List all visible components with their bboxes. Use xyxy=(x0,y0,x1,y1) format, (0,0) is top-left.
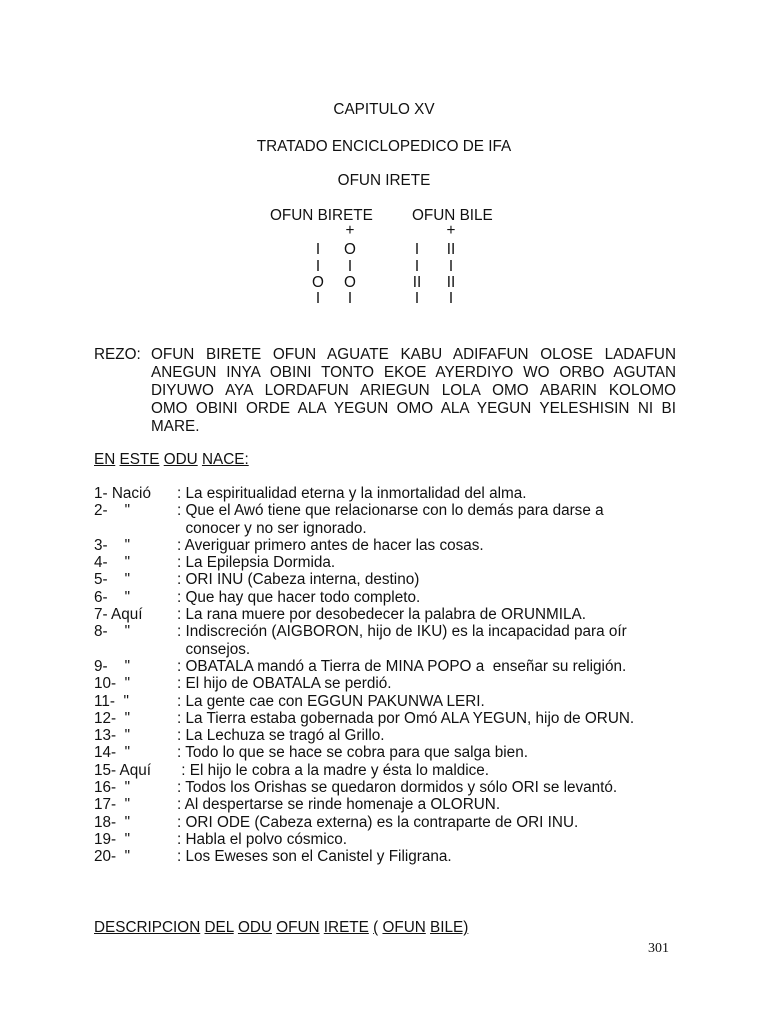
list-item xyxy=(94,779,694,796)
item-number: 13- " xyxy=(94,727,131,745)
sign-mark: I xyxy=(448,290,454,308)
item-text: : La gente cae con EGGUN PAKUNWA LERI. xyxy=(177,692,485,710)
list-item xyxy=(94,502,694,537)
item-number: 19- " xyxy=(94,830,131,848)
item-number: 10- " xyxy=(94,675,131,693)
rezo-line: MARE. xyxy=(151,418,200,435)
item-number: 11- " xyxy=(94,692,129,710)
sign-name-right: OFUN BILE xyxy=(412,207,493,224)
list-item xyxy=(94,485,694,502)
sign-mark: I xyxy=(347,290,353,308)
chapter-title: CAPITULO XV xyxy=(333,101,435,118)
description-word: OFUN xyxy=(276,919,320,936)
item-text: : Los Eweses son el Canistel y Filigrana. xyxy=(177,848,452,866)
item-text: : Que el Awó tiene que relacionarse con lo demás para darse a xyxy=(177,502,604,520)
births-list xyxy=(94,485,694,866)
sign-mark: I xyxy=(315,257,321,275)
rezo-line: DIYUWO AYA LORDAFUN ARIEGUN LOLA OMO ABARIN KOLOMO xyxy=(151,382,676,399)
list-item xyxy=(94,727,694,744)
description-heading xyxy=(94,919,468,937)
item-number: 1- Nació xyxy=(94,485,151,502)
sign-mark: I xyxy=(414,241,420,259)
list-item xyxy=(94,675,694,692)
odu-signs xyxy=(0,207,768,337)
sign-mark: O xyxy=(344,273,356,291)
description-word: ODU xyxy=(237,919,272,936)
item-number: 2- " xyxy=(94,502,131,520)
sign-mark: II xyxy=(412,273,422,291)
item-text: : Habla el polvo cósmico. xyxy=(177,830,348,848)
item-number: 14- " xyxy=(94,744,131,762)
description-word: DESCRIPCION xyxy=(94,919,201,936)
rezo-line: ANEGUN INYA OBINI TONTO EKOE AYERDIYO WO ORBO AGUTAN xyxy=(151,364,676,381)
rezo-block xyxy=(94,346,676,436)
description-word: ( xyxy=(373,919,379,936)
rezo-label: REZO: xyxy=(94,346,141,363)
sign-mark: O xyxy=(344,241,356,259)
item-text: : Que hay que hacer todo completo. xyxy=(177,588,421,606)
list-item xyxy=(94,796,694,813)
item-text: : Todo lo que se hace se cobra para que salga bien. xyxy=(177,744,528,762)
description-word: OFUN xyxy=(382,919,426,936)
item-text: : La Lechuza se tragó al Grillo. xyxy=(177,727,385,745)
list-item xyxy=(94,571,694,588)
sign-mark: II xyxy=(446,241,456,259)
section-heading xyxy=(94,451,249,469)
description-word: IRETE xyxy=(323,919,369,936)
sign-mark: I xyxy=(414,257,420,275)
item-number: 20- " xyxy=(94,848,131,866)
sign-mark: + xyxy=(345,222,355,239)
item-number: 3- " xyxy=(94,536,131,554)
item-text: : Indiscreción (AIGBORON, hijo de IKU) es la incapacidad para oír xyxy=(177,623,627,641)
item-number: 8- " xyxy=(94,623,131,641)
sign-mark: + xyxy=(446,222,456,239)
list-item xyxy=(94,658,694,675)
sign-mark: I xyxy=(448,257,454,275)
list-item xyxy=(94,744,694,761)
page-number: 301 xyxy=(648,941,669,956)
item-text: : La Epilepsia Dormida. xyxy=(177,554,336,572)
sign-name-left: OFUN BIRETE xyxy=(270,207,373,224)
rezo-line: OMO OBINI ORDE ALA YEGUN OMO ALA YEGUN YELESHISIN NI BI xyxy=(151,400,676,417)
heading-word: NACE: xyxy=(201,451,249,468)
item-text: : La rana muere por desobedecer la palabra de ORUNMILA. xyxy=(177,606,586,624)
list-item xyxy=(94,831,694,848)
item-number: 16- " xyxy=(94,779,131,797)
list-item xyxy=(94,693,694,710)
sign-mark: O xyxy=(312,273,324,291)
list-item xyxy=(94,589,694,606)
item-number: 18- " xyxy=(94,813,131,831)
item-number: 5- " xyxy=(94,571,131,589)
odu-title: OFUN IRETE xyxy=(337,172,431,189)
list-item xyxy=(94,710,694,727)
item-text: : ORI INU (Cabeza interna, destino) xyxy=(177,571,420,589)
sign-mark: I xyxy=(315,241,321,259)
item-number: 7- Aquí xyxy=(94,606,143,624)
item-number: 17- " xyxy=(94,796,131,814)
heading-word: EN xyxy=(94,451,116,468)
item-number: 12- " xyxy=(94,709,131,727)
treatise-title: TRATADO ENCICLOPEDICO DE IFA xyxy=(256,138,512,155)
list-item xyxy=(94,537,694,554)
item-text: : La espiritualidad eterna y la inmortalidad del alma. xyxy=(177,485,527,502)
item-text: : ORI ODE (Cabeza externa) es la contraparte de ORI INU. xyxy=(177,813,579,831)
heading-word: ODU xyxy=(163,451,198,468)
item-number: 15- Aquí xyxy=(94,761,151,779)
item-text: : OBATALA mandó a Tierra de MINA POPO a enseñar su religión. xyxy=(177,657,627,675)
sign-mark: I xyxy=(347,257,353,275)
list-item xyxy=(94,848,694,865)
item-number: 4- " xyxy=(94,554,131,572)
heading-word: ESTE xyxy=(119,451,160,468)
item-text: : Al despertarse se rinde homenaje a OLORUN. xyxy=(177,796,501,814)
list-item xyxy=(94,606,694,623)
item-text: : Averiguar primero antes de hacer las cosas. xyxy=(177,536,484,554)
description-word: DEL xyxy=(204,919,234,936)
sign-mark: I xyxy=(315,290,321,308)
item-text: : El hijo le cobra a la madre y ésta lo maldice. xyxy=(177,761,490,779)
item-text: : Todos los Orishas se quedaron dormidos y sólo ORI se levantó. xyxy=(177,779,618,797)
list-item xyxy=(94,762,694,779)
item-text: : El hijo de OBATALA se perdió. xyxy=(177,675,392,693)
list-item xyxy=(94,623,694,658)
item-text: conocer y no ser ignorado. xyxy=(177,519,367,537)
item-text: consejos. xyxy=(177,640,251,658)
list-item xyxy=(94,554,694,571)
sign-mark: II xyxy=(446,273,456,291)
item-number: 9- " xyxy=(94,657,131,675)
description-word: BILE) xyxy=(430,919,469,936)
sign-mark: I xyxy=(414,290,420,308)
rezo-line: OFUN BIRETE OFUN AGUATE KABU ADIFAFUN OLOSE LADAFUN xyxy=(151,346,676,363)
item-text: : La Tierra estaba gobernada por Omó ALA YEGUN, hijo de ORUN. xyxy=(177,709,635,727)
list-item xyxy=(94,814,694,831)
item-number: 6- " xyxy=(94,588,131,606)
